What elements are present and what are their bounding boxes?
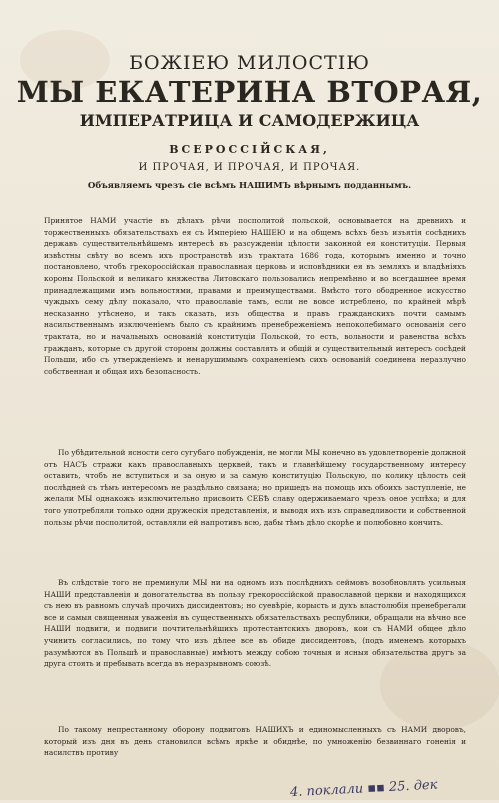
header-sovereign-name: МЫ ЕКАТЕРИНА ВТОРАЯ, <box>16 75 483 109</box>
header-proclamation: Объявляемъ чрезъ сіе всѣмъ НАШИМЪ вѣрнымъ подданнымъ. <box>87 181 412 191</box>
body-paragraph-4: По такому непрестанному оборону подвиговъ НАШИХЪ и единомысленныхъ съ НАМИ дворовъ, который изъ дня въ день становился всѣмъ яркѣе и обиднѣе, по умноженію безвиннаго гоненія и насилствъ противу <box>44 725 466 758</box>
header-title: ИМПЕРАТРИЦА И САМОДЕРЖИЦА <box>79 111 420 130</box>
body-paragraph-1: Принятое НАМИ участіе въ дѣлахъ рѣчи посполитой польской, основывается на древнихъ и торжественныхъ обязательствахъ ея съ Имперіею НАШЕЮ и на общемъ всѣхъ безъ изъятія сосѣднихъ державъ существительнѣйшемъ интересѣ въ разсужденіи цѣлости законной ея конституціи. Первыя извѣстны свѣту во всемъ ихъ пространствѣ изъ трактата 1686 года, которымъ именно и точно постановлено, чтобъ грекороссійская православная церковь и исповѣдники ея въ земляхъ и владѣніяхъ короны Польской и великаго княжества Литовскаго пользовались непремѣнно и во всегдашнее время принадлежащими имъ вольностями, правами и преимуществами. Вмѣсто того ободренное искусство чуждыхъ сему дѣлу показало, что православіе тамъ, если не вовсе истреблено, по крайней мѣрѣ несказанно утѣснено, и такъ сказать, изъ общества и правъ гражданскихъ почти самымъ насильственнымъ изключеніемъ было съ крайнимъ пренебреженіемъ непоколебимаго основанія сего трактата, но и начальныхъ основаній конституціи Польской, то есть, вольности и равенства всѣхъ гражданъ, которые съ другой стороны должны составлять и общій и существительный интересъ сосѣдей Польши, ибо съ утвержденіемъ и ненарушимымъ сохраненіемъ сихъ основаній соединена неразлучно собственная и общая ихъ безопасность. <box>44 216 466 376</box>
decree-header <box>0 52 499 192</box>
header-etcetera: И ПРОЧАЯ, И ПРОЧАЯ, И ПРОЧАЯ. <box>138 162 361 173</box>
header-realm: ВСЕРОССІЙСКАЯ, <box>169 143 330 156</box>
body-paragraph-3: Въ слѣдствіе того не преминули МЫ ни на одномъ изъ послѣднихъ сеймовъ возобновлять усильныя НАШИ представленія и доногательства въ пользу грекороссійской православной церкви и находящихся съ нею въ равномъ случаѣ прочихъ диссидентовъ; но суевѣріе, корысть и духъ властолюбія пренебрегали все и самыя священныя уваженія въ существенныхъ обязательствахъ республики, обращали на вѣчно все НАШИ подвиги, и подвиги почтительнѣйшихъ протестантскихъ дворовъ, кои съ НАМИ общее дѣло учинить согласились, по тому что изъ дѣлее все въ обиде диссидентовъ, (подъ именемъ которыхъ разумѣются въ Польшѣ и православные) имѣютъ между собою точныя и ясныя обязательства другъ за друга стоять и пребывать всегда въ неразрывномъ союзѣ. <box>44 578 466 669</box>
handwritten-note: 4. поклали ▪▪ 25. дек <box>289 777 438 801</box>
body-paragraph-2: По убѣдительной ясности сего сугубаго побужденія, не могли МЫ конечно въ удовлетвореніе должной отъ НАСЪ стражи какъ православныхъ церквей, такъ и главнѣйшему государственному интересу оставить, чтобъ не вступиться и за оную и за самую конституцію Польскую, по колику цѣлость сей послѣдней съ тѣмъ интересомъ не раздѣльно связана; но пришедъ на помощь ихъ обоихъ заступленіе, не желали МЫ однакожъ изключительно присвоить СЕБѢ славу одерживаемаго чрезъ оное успѣха; и для того употребляли только одни дружескія представленія, и выводя ихъ изъ справедливости и собственной пользы рѣчи посполитой, оставляли ей напротивъ всю, дабы тѣмъ дѣло скорѣе и полюбовно кончить. <box>44 448 466 527</box>
header-by-grace: БОЖІЕЮ МИЛОСТІЮ <box>129 52 370 74</box>
